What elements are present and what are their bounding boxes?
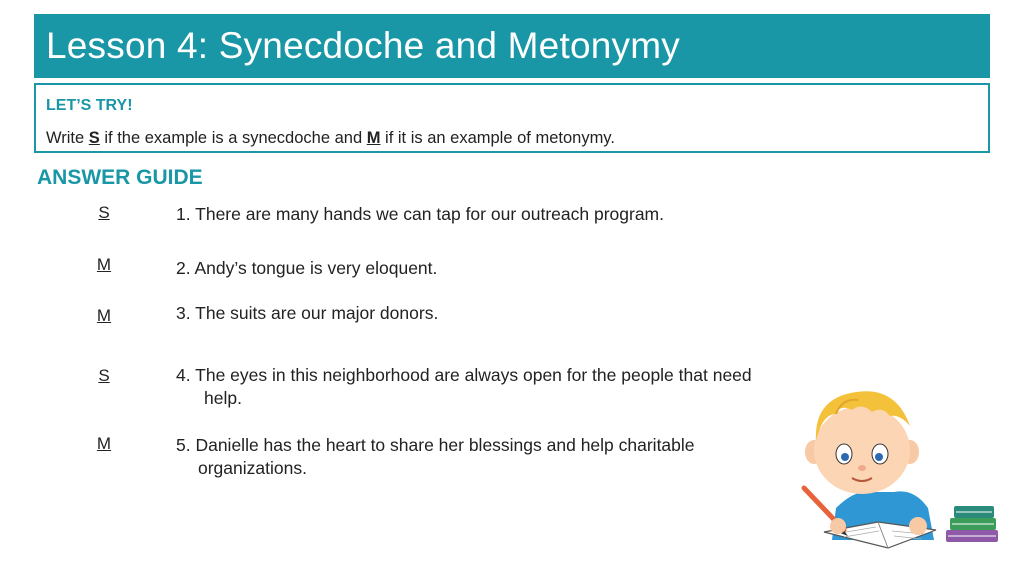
list-item <box>176 203 664 226</box>
answer-5: M <box>96 434 112 453</box>
answer-2: M <box>96 255 112 274</box>
answer-1: S <box>98 203 110 222</box>
list-item <box>176 257 437 280</box>
lets-try-box <box>34 83 990 153</box>
item-text: 2. Andy’s tongue is very eloquent. <box>176 258 438 278</box>
answer-guide-heading: ANSWER GUIDE <box>37 166 203 189</box>
item-text: 1. There are many hands we can tap for our outreach program. <box>176 204 665 224</box>
list-item <box>176 434 695 480</box>
instruction-text-1: Write <box>46 129 89 147</box>
boy-writing-with-books-icon <box>796 380 1006 560</box>
lets-try-heading: LET’S TRY! <box>46 97 133 114</box>
item-text: 4. The eyes in this neighborhood are always open for the people that need <box>176 365 752 385</box>
item-text: 5. Danielle has the heart to share her blessings and help charitable <box>176 435 695 455</box>
list-item <box>176 364 752 410</box>
page-title: Lesson 4: Synecdoche and Metonymy <box>46 25 680 66</box>
m-letter: M <box>366 129 381 147</box>
s-letter: S <box>88 129 100 147</box>
instruction-text-3: if it is an example of metonymy. <box>380 129 615 147</box>
instruction-text-2: if the example is a synecdoche and <box>99 129 367 147</box>
list-item <box>176 302 438 325</box>
title-bar <box>34 14 990 78</box>
answer-3: M <box>96 306 112 325</box>
item-text-continued: help. <box>204 388 242 408</box>
item-text-continued: organizations. <box>198 458 307 478</box>
lets-try-instruction <box>46 129 615 148</box>
answer-4: S <box>98 366 110 385</box>
item-text: 3. The suits are our major donors. <box>176 303 439 323</box>
